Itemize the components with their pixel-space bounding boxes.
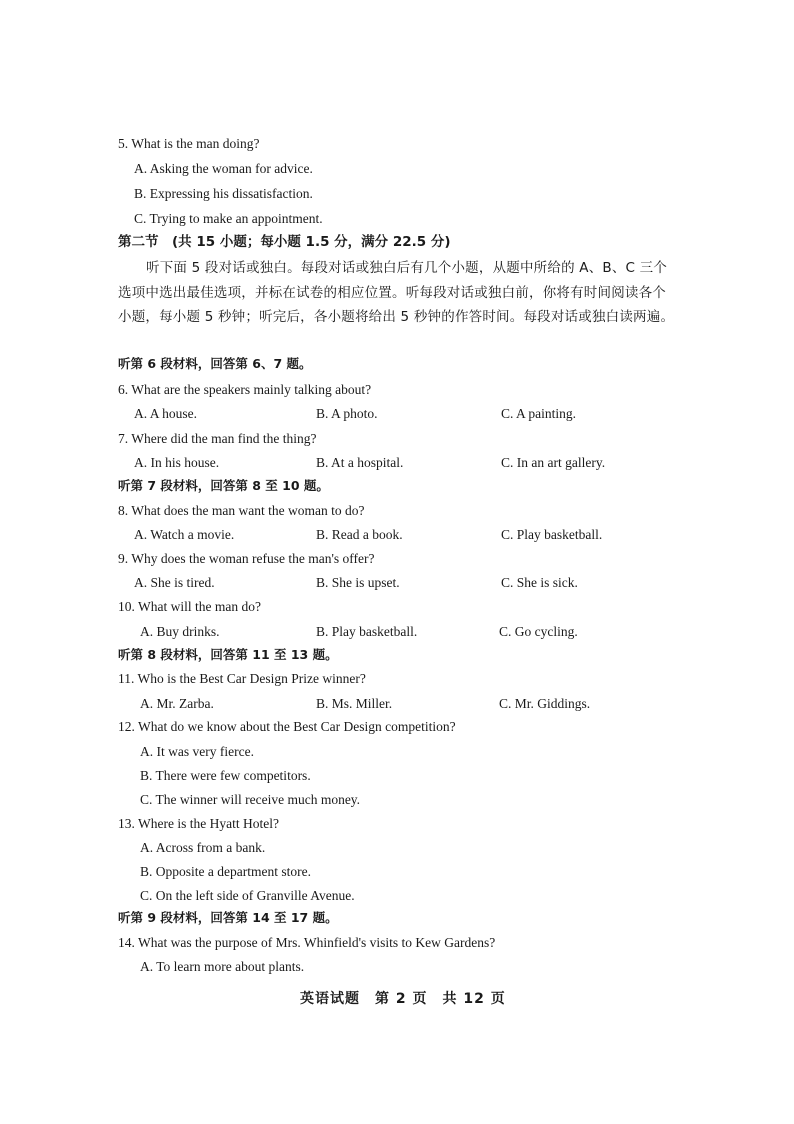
question-6-option-c: C. A painting. [501, 406, 577, 421]
question-12-option-b: B. There were few competitors. [140, 768, 311, 783]
question-11-option-c: C. Mr. Giddings. [499, 696, 591, 711]
page-footer: 英语试题 第 2 页 共 12 页 [300, 991, 506, 1007]
question-6-option-a: A. A house. [134, 406, 198, 421]
question-5-option-b: B. Expressing his dissatisfaction. [134, 186, 313, 201]
question-11-stem: 11. Who is the Best Car Design Prize winner? [118, 671, 366, 686]
question-14-stem: 14. What was the purpose of Mrs. Whinfield's visits to Kew Gardens? [118, 935, 496, 950]
question-8-stem: 8. What does the man want the woman to do? [118, 503, 365, 518]
section-2-heading: 第二节 (共 15 小题；每小题 1.5 分，满分 22.5 分) [118, 234, 451, 250]
question-11-option-a: A. Mr. Zarba. [140, 696, 214, 711]
question-8-option-c: C. Play basketball. [501, 527, 603, 542]
question-6-option-b: B. A photo. [316, 406, 378, 421]
question-7-stem: 7. Where did the man find the thing? [118, 431, 317, 446]
question-12-option-c: C. The winner will receive much money. [140, 792, 361, 807]
question-13-option-c: C. On the left side of Granville Avenue. [140, 888, 355, 903]
question-10-option-c: C. Go cycling. [499, 624, 578, 639]
material-9-label: 听第 9 段材料，回答第 14 至 17 题。 [118, 910, 338, 925]
question-13-option-b: B. Opposite a department store. [140, 864, 311, 879]
question-7-option-b: B. At a hospital. [316, 455, 404, 470]
section-2-instructions: 听下面 5 段对话或独白。每段对话或独白后有几个小题，从题中所给的 A、B、C 三个选项中选出最佳选项，并标在试卷的相应位置。听每段对话或独白前，你将有时间阅读各个小题，每小题 5 秒钟；听完后，各小题将给出 5 秒钟的作答时间。每段对话或独白读两遍。 [118, 260, 675, 325]
question-10-stem: 10. What will the man do? [118, 599, 261, 614]
question-7-option-c: C. In an art gallery. [501, 455, 606, 470]
material-8-label: 听第 8 段材料，回答第 11 至 13 题。 [118, 647, 338, 662]
question-12-option-a: A. It was very fierce. [140, 744, 254, 759]
question-8-option-a: A. Watch a movie. [134, 527, 235, 542]
material-7-label: 听第 7 段材料，回答第 8 至 10 题。 [118, 478, 329, 493]
question-13-option-a: A. Across from a bank. [140, 840, 266, 855]
question-9-option-b: B. She is upset. [316, 575, 400, 590]
question-9-option-c: C. She is sick. [501, 575, 578, 590]
question-8-option-b: B. Read a book. [316, 527, 403, 542]
question-9-stem: 9. Why does the woman refuse the man's offer? [118, 551, 375, 566]
question-9-option-a: A. She is tired. [134, 575, 215, 590]
question-10-option-a: A. Buy drinks. [140, 624, 220, 639]
question-10-option-b: B. Play basketball. [316, 624, 418, 639]
question-13-stem: 13. Where is the Hyatt Hotel? [118, 816, 279, 831]
question-7-option-a: A. In his house. [134, 455, 220, 470]
question-5-option-a: A. Asking the woman for advice. [134, 161, 313, 176]
question-5-option-c: C. Trying to make an appointment. [134, 211, 323, 226]
question-12-stem: 12. What do we know about the Best Car Design competition? [118, 719, 456, 734]
question-6-stem: 6. What are the speakers mainly talking about? [118, 382, 372, 397]
question-14-option-a: A. To learn more about plants. [140, 959, 305, 974]
question-5-stem: 5. What is the man doing? [118, 136, 260, 151]
material-6-label: 听第 6 段材料，回答第 6、7 题。 [118, 356, 312, 371]
question-11-option-b: B. Ms. Miller. [316, 696, 393, 711]
